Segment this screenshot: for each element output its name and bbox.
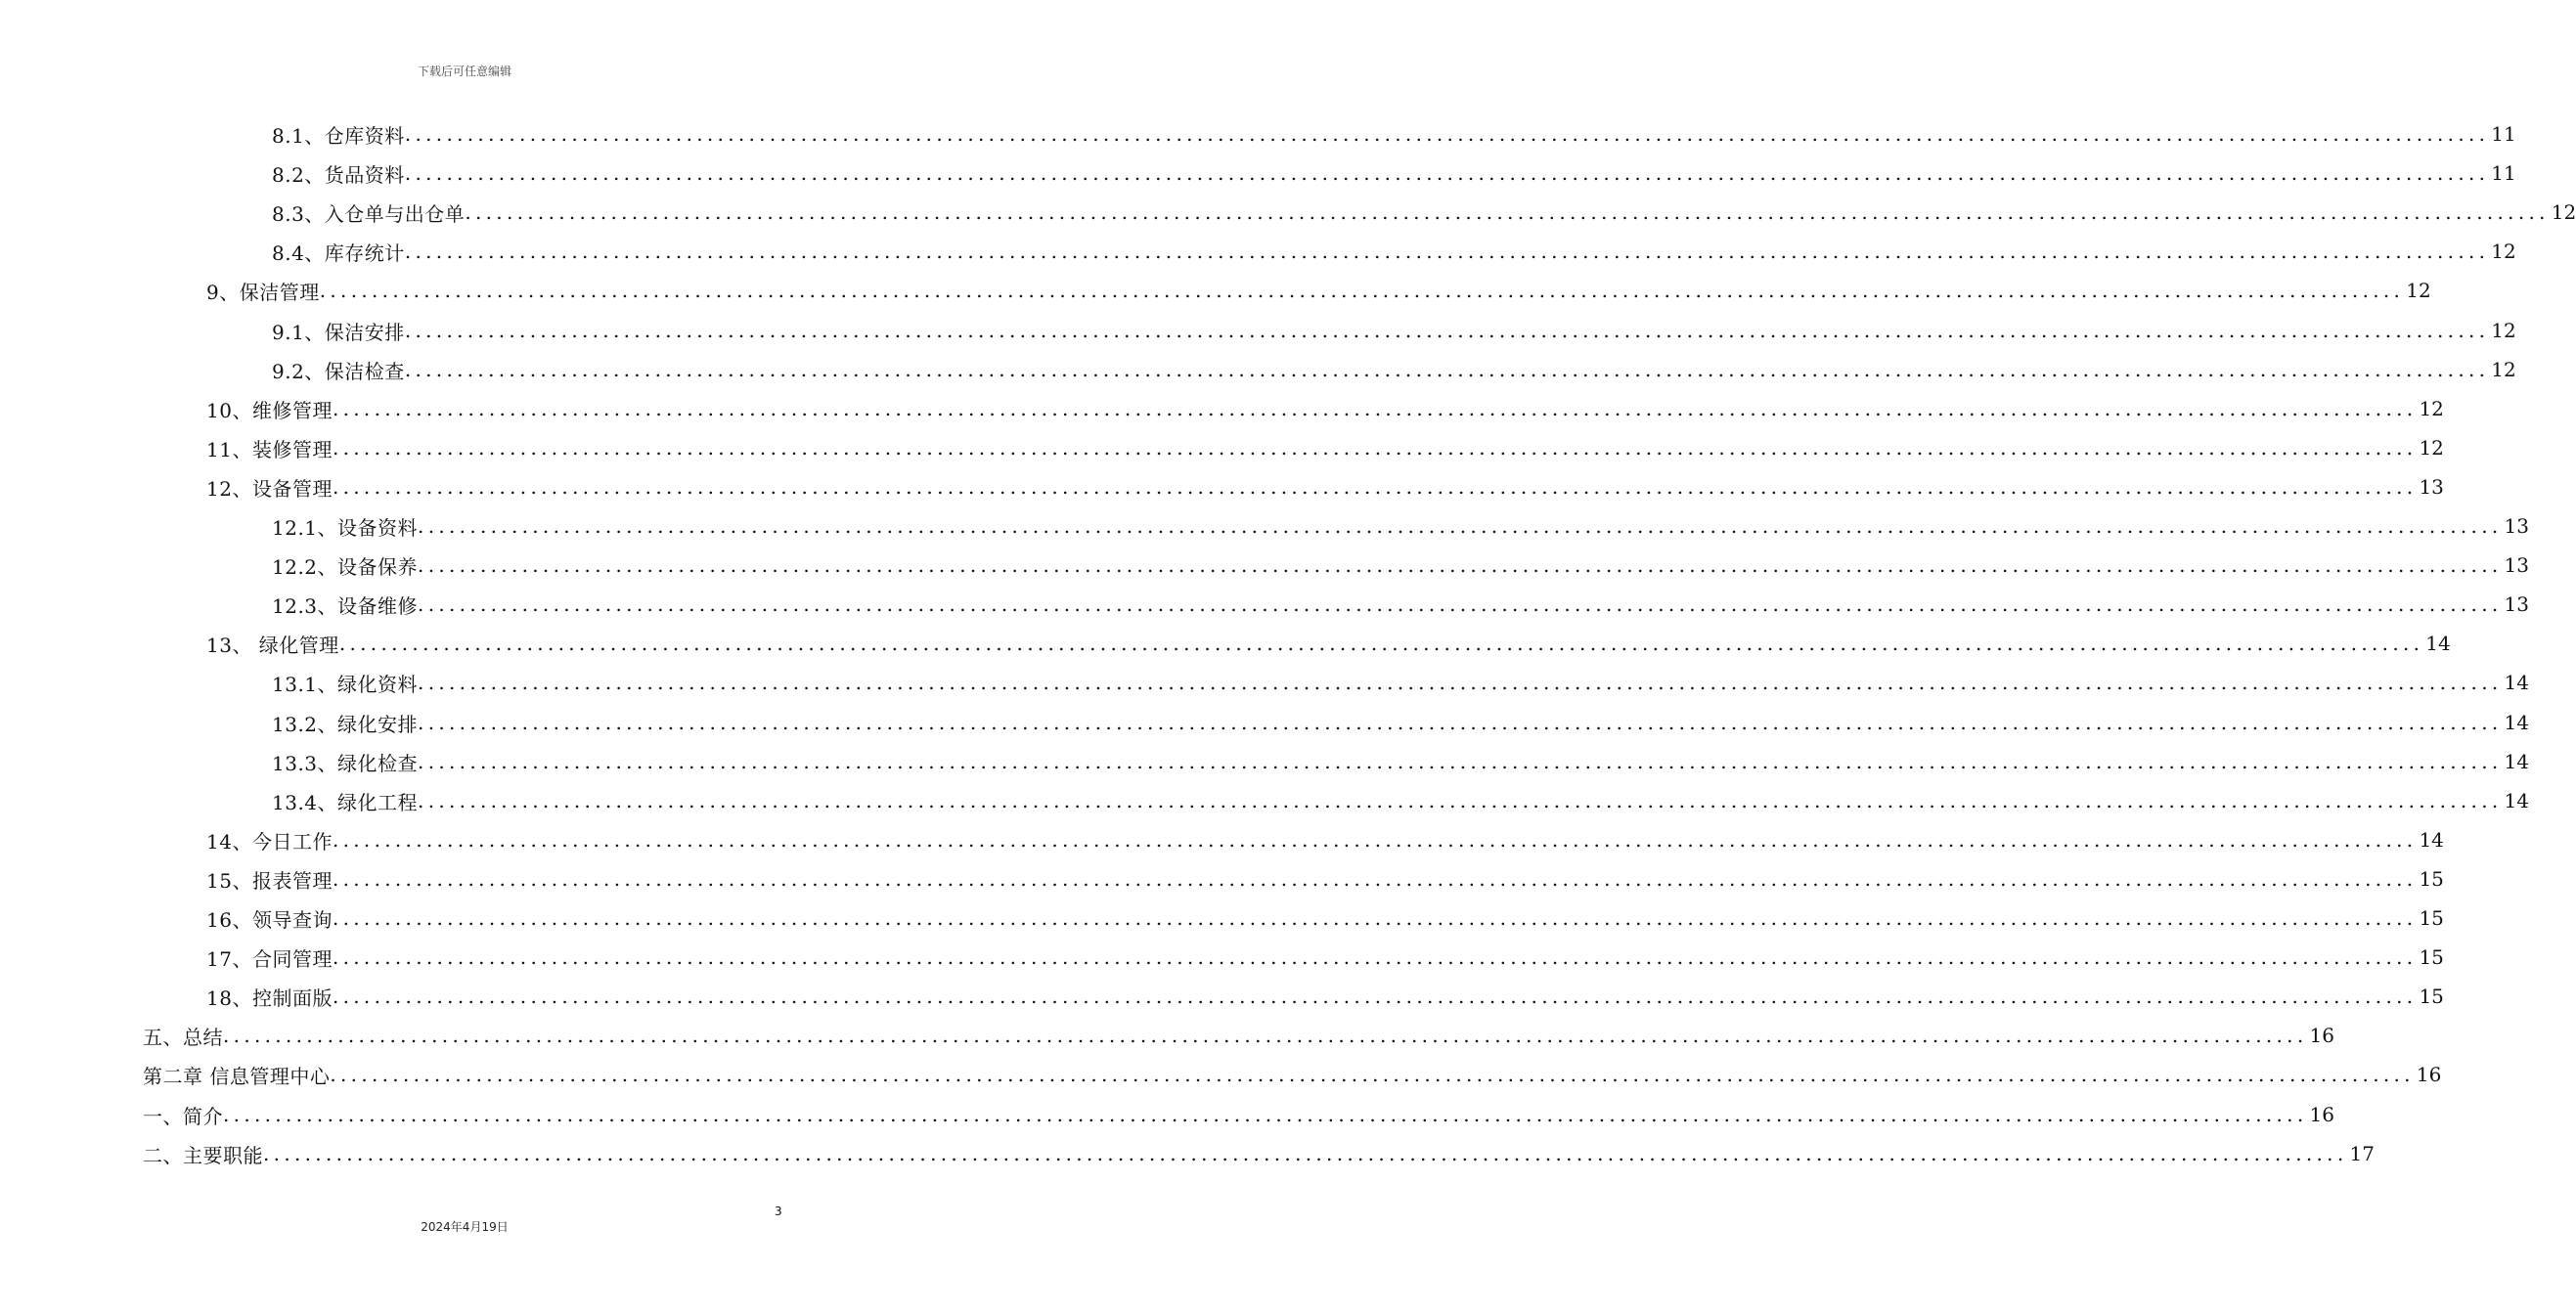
toc-entry-title: 14、今日工作 xyxy=(206,829,333,854)
toc-dot-leader: ........................................................................................................................................................................................................ xyxy=(332,985,2418,1008)
toc-entry[interactable] xyxy=(272,193,2576,232)
toc-entry[interactable] xyxy=(272,703,2529,742)
toc-dot-leader: ........................................................................................................................................................................................................ xyxy=(332,906,2418,930)
toc-entry-page: 13 xyxy=(2504,592,2529,616)
toc-dot-leader: ........................................................................................................................................................................................................ xyxy=(332,436,2418,460)
toc-entry-page: 11 xyxy=(2491,161,2516,185)
toc-entry[interactable] xyxy=(206,271,2431,310)
toc-entry-title: 12.2、设备保养 xyxy=(272,554,419,579)
toc-entry-page: 12 xyxy=(2491,319,2516,342)
toc-entry-page: 12 xyxy=(2491,240,2516,263)
toc-entry-page: 12 xyxy=(2419,397,2444,420)
toc-dot-leader: ........................................................................................................................................................................................................ xyxy=(332,828,2418,852)
toc-entry-page: 13 xyxy=(2504,514,2529,538)
toc-entry-title: 12.1、设备资料 xyxy=(272,515,419,540)
toc-dot-leader: ........................................................................................................................................................................................................ xyxy=(404,358,2490,381)
toc-dot-leader: ........................................................................................................................................................................................................ xyxy=(332,475,2418,499)
toc-entry[interactable] xyxy=(272,585,2529,624)
toc-dot-leader: ........................................................................................................................................................................................................ xyxy=(418,750,2503,773)
toc-entry-page: 14 xyxy=(2425,632,2451,655)
toc-entry-title: 13.2、绿化安排 xyxy=(272,712,419,736)
toc-entry[interactable] xyxy=(272,742,2529,781)
toc-entry[interactable] xyxy=(272,114,2516,153)
toc-entry-title: 9、保洁管理 xyxy=(206,280,320,304)
toc-entry-page: 12 xyxy=(2491,358,2516,381)
toc-dot-leader: ........................................................................................................................................................................................................ xyxy=(319,279,2405,302)
toc-entry-page: 13 xyxy=(2504,553,2529,577)
toc-entry[interactable] xyxy=(272,506,2529,546)
toc-entry[interactable] xyxy=(206,859,2444,898)
toc-dot-leader: ........................................................................................................................................................................................................ xyxy=(263,1142,2348,1165)
toc-entry-title: 13.3、绿化检查 xyxy=(272,751,419,775)
toc-entry-page: 13 xyxy=(2419,475,2444,499)
toc-entry-page: 14 xyxy=(2504,671,2529,694)
toc-entry-title: 9.2、保洁检查 xyxy=(272,359,405,383)
toc-entry-title: 8.4、库存统计 xyxy=(272,241,405,265)
toc-entry-page: 16 xyxy=(2309,1103,2334,1126)
page-footer-date: 2024年4月19日 xyxy=(421,1220,509,1234)
toc-entry-page: 15 xyxy=(2419,985,2444,1008)
toc-entry[interactable] xyxy=(206,938,2444,977)
toc-dot-leader: ........................................................................................................................................................................................................ xyxy=(332,945,2418,969)
toc-entry[interactable] xyxy=(272,350,2516,389)
toc-dot-leader: ........................................................................................................................................................................................................ xyxy=(404,161,2490,185)
toc-entry[interactable] xyxy=(206,467,2444,506)
toc-entry-title: 8.1、仓库资料 xyxy=(272,123,405,148)
toc-entry[interactable] xyxy=(272,781,2529,820)
toc-entry-title: 一、简介 xyxy=(143,1104,223,1128)
toc-entry-page: 16 xyxy=(2309,1024,2334,1047)
toc-entry[interactable] xyxy=(206,624,2451,663)
toc-entry[interactable] xyxy=(143,1095,2334,1134)
toc-dot-leader: ........................................................................................................................................................................................................ xyxy=(223,1024,2308,1047)
toc-entry-title: 11、装修管理 xyxy=(206,437,333,461)
toc-entry-page: 12 xyxy=(2419,436,2444,460)
toc-dot-leader: ........................................................................................................................................................................................................ xyxy=(332,397,2418,420)
toc-dot-leader: ........................................................................................................................................................................................................ xyxy=(330,1063,2415,1086)
page-number: 3 xyxy=(775,1204,782,1218)
toc-entry[interactable] xyxy=(206,820,2444,859)
toc-entry-title: 18、控制面版 xyxy=(206,986,333,1010)
toc-entry-title: 五、总结 xyxy=(143,1025,223,1049)
toc-entry-page: 14 xyxy=(2504,711,2529,734)
toc-dot-leader: ........................................................................................................................................................................................................ xyxy=(404,240,2490,263)
toc-entry-title: 8.2、货品资料 xyxy=(272,162,405,187)
toc-dot-leader: ........................................................................................................................................................................................................ xyxy=(418,592,2503,616)
toc-entry-title: 13.4、绿化工程 xyxy=(272,790,419,814)
toc-entry-page: 15 xyxy=(2419,906,2444,930)
toc-entry[interactable] xyxy=(206,977,2444,1016)
toc-entry[interactable] xyxy=(206,389,2444,428)
toc-entry[interactable] xyxy=(272,232,2516,271)
toc-entry[interactable] xyxy=(143,1134,2375,1173)
toc-entry-title: 12、设备管理 xyxy=(206,476,333,501)
toc-entry-page: 14 xyxy=(2504,750,2529,773)
toc-entry-page: 16 xyxy=(2416,1063,2442,1086)
toc-entry[interactable] xyxy=(143,1016,2334,1055)
toc-entry-title: 二、主要职能 xyxy=(143,1143,263,1167)
toc-entry[interactable] xyxy=(272,153,2516,193)
toc-dot-leader: ........................................................................................................................................................................................................ xyxy=(418,711,2503,734)
toc-entry-page: 14 xyxy=(2419,828,2444,852)
toc-entry-title: 13、 绿化管理 xyxy=(206,633,339,657)
toc-entry-title: 8.3、入仓单与出仓单 xyxy=(272,201,466,226)
toc-dot-leader: ........................................................................................................................................................................................................ xyxy=(418,789,2503,812)
toc-dot-leader: ........................................................................................................................................................................................................ xyxy=(404,122,2490,146)
toc-dot-leader: ........................................................................................................................................................................................................ xyxy=(404,319,2490,342)
toc-entry-title: 17、合同管理 xyxy=(206,946,333,971)
toc-dot-leader: ........................................................................................................................................................................................................ xyxy=(223,1103,2308,1126)
page-header: 下载后可任意编辑 xyxy=(417,65,511,78)
toc-entry-page: 15 xyxy=(2419,867,2444,891)
toc-entry[interactable] xyxy=(272,546,2529,585)
toc-entry-title: 第二章 信息管理中心 xyxy=(143,1064,331,1088)
toc-entry[interactable] xyxy=(143,1055,2442,1094)
toc-entry-title: 13.1、绿化资料 xyxy=(272,672,419,696)
toc-entry-page: 15 xyxy=(2419,945,2444,969)
toc-entry-page: 14 xyxy=(2504,789,2529,812)
toc-entry[interactable] xyxy=(206,428,2444,467)
toc-entry-page: 12 xyxy=(2406,279,2431,302)
toc-entry-title: 15、报表管理 xyxy=(206,868,333,893)
toc-entry-page: 17 xyxy=(2349,1142,2375,1165)
toc-entry-title: 12.3、设备维修 xyxy=(272,593,419,618)
toc-dot-leader: ........................................................................................................................................................................................................ xyxy=(465,200,2550,224)
toc-dot-leader: ........................................................................................................................................................................................................ xyxy=(332,867,2418,891)
toc-dot-leader: ........................................................................................................................................................................................................ xyxy=(418,553,2503,577)
toc-dot-leader: ........................................................................................................................................................................................................ xyxy=(338,632,2424,655)
toc-entry-title: 10、维修管理 xyxy=(206,398,333,422)
toc-entry-page: 11 xyxy=(2491,122,2516,146)
toc-entry-page: 12 xyxy=(2551,200,2576,224)
toc-entry[interactable] xyxy=(206,898,2444,938)
toc-dot-leader: ........................................................................................................................................................................................................ xyxy=(418,514,2503,538)
toc-entry-title: 9.1、保洁安排 xyxy=(272,320,405,344)
toc-entry[interactable] xyxy=(272,663,2529,702)
toc-dot-leader: ........................................................................................................................................................................................................ xyxy=(418,671,2503,694)
toc-entry-title: 16、领导查询 xyxy=(206,907,333,932)
toc-entry[interactable] xyxy=(272,311,2516,350)
